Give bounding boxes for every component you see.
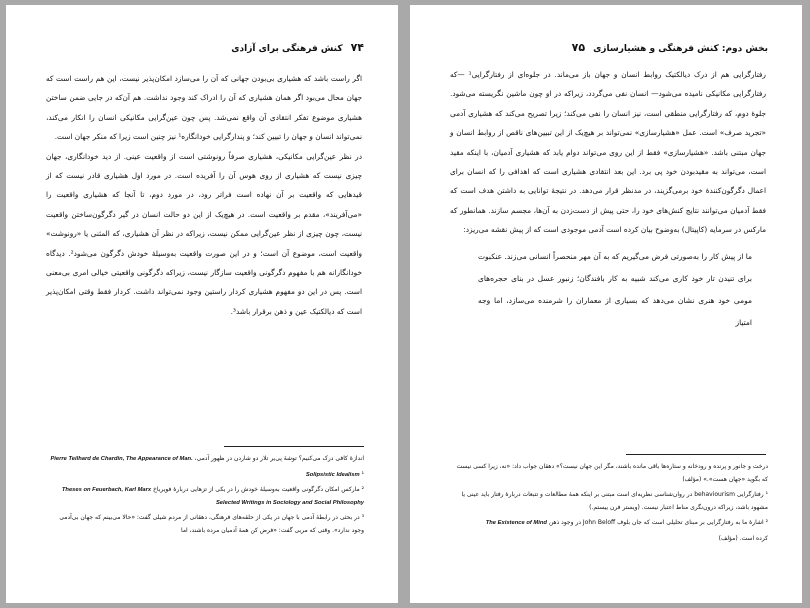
footnotes — [450, 461, 768, 548]
footnote-divider — [224, 446, 364, 447]
footnote: درخت و جانور و پرنده و رودخانه و ستاره‌ها باقی مانده باشند، مگر این جهان نیست؟» دهقان جواب داد: «نه، زیرا کسی نیست که بگوید «جهان هست».» (مؤلف) — [456, 463, 768, 483]
page-number: ۷۴ — [350, 41, 364, 54]
body-text — [450, 65, 766, 334]
footnote: اندازهٔ کافی درک می‌کنیم؟ توشهٔ پی‌یر تلار دو شاردن در ظهور آدمی، Pierre Teilhard de Chardin, The Appearance of Man. — [50, 455, 364, 462]
running-head-title: بخش دوم: کنش فرهنگی و هشیارسازی — [593, 44, 768, 54]
block-quote: ما از پیش کار را به‌صورتی فرض می‌گیریم که به آن مهر منحصراً انسانی می‌زند. عنکبوت برای تنیدن تار خود کاری می‌کند شبیه به کار بافندگان؛ زنبور عسل در بنای حجره‌های مومی خود هنری نشان می‌دهد که بسیاری از معماران را شرمنده می‌سازد، اما وجه امتیاز — [478, 251, 752, 327]
paragraph: اگر راست باشد که هشیاری بی‌بودن جهانی که آن را می‌سازد امکان‌پذیر نیست، این هم راست است که جهان محال می‌بود اگر همان هشیاری که آن را ادراک کند وجود نداشت. هم آن‌که در جایی ضمن ساختن هشیاری موضوع تفکر انتقادی آن واقع نمی‌شد. پس چون عین‌گرایی مکانیکی انسان را انکار می‌کند، نمی‌تواند انسان و جهان را تبیین کند؛ و پندارگرایی خودانگاره¹ نیز چنین است زیرا که منکر جهان است. — [46, 74, 362, 142]
running-head — [6, 41, 398, 55]
paragraph: رفتارگرایی هم از درک دیالکتیک روابط انسان و جهان باز می‌ماند. در جلوه‌ای از رفتارگرایی¹ —که رفتارگرایی مکانیکی نامیده می‌شود— انسان نفی می‌گردد، زیراکه در او چون ماشین نگریسته می‌شود. جلوهٔ دوم، که رفتارگرایی منطقی است، نیز انسان را نفی می‌کند؛ زیرا تصریح می‌کند که هشیاری آدمی «تجرید صرف» است. عمل «هشیارسازی» نمی‌تواند بر هیچ‌یک از این تبیین‌های ناقص از روابط انسان و جهان مبتنی باشد. «هشیارسازی» فقط از این روی می‌تواند دوام یابد که هشیاری آدمیان، با اینکه مقید است، می‌تواند به مقیدبودن خود پی برد. این بعد انتقادی هشیاری است که اهدافی را که انسان برای اعمال دگرگون‌کنندهٔ خود برمی‌گزیند، در مدنظر قرار می‌دهد. در نتیجهٔ توانایی به داشتن هدف است که فقط آدمیان می‌توانند نتایج کنش‌های خود را، حتی پیش از دست‌زدن به آن‌ها، مجسم سازند. همانطور که مارکس در سرمایه (کاپیتال) به‌وضوح بیان کرده است آدمی موجودی است که از پیش نقشه می‌ریزد: — [450, 70, 766, 235]
footnotes — [46, 453, 364, 540]
footnote: ¹ Solipsistic Idealism — [305, 470, 364, 478]
paragraph: در نظر عین‌گرایی مکانیکی، هشیاری صرفاً رونوشتی است از واقعیت عینی. از دید خودانگاری، جهان چیزی نیست که هشیاری از روی هوس آن را آفریده است. در مورد اول هشیاری قادر نیست که از قیدهایی که واقعیت بر آن نهاده است فراتر رود، در مورد دوم، تا آنجا که هشیاری واقعیت را «می‌آفریند»، مقدم بر واقعیت است. در هیچ‌یک از این دو حالت انسان در گیر دگرگون‌ساختن واقعیت نیست، چون چیزی از نظر عین‌گرایی ممکن نیست، زیراکه در نظر آن هشیاری، که المثنی یا «رونوشت» واقعیت است، موضوع آن است؛ و در این صورت واقعیت به‌وسیلهٔ خودش دگرگون می‌شود². دیدگاه خودانگارانه هم با مفهوم دگرگونی واقعیت سازگار نیست، زیراکه دگرگونی واقعیتی خیالی امری بی‌معنی است. پس در این دو مفهوم هشیاری کردار راستین وجود نمی‌تواند داشت. کردار فقط وقتی امکان‌پذیر است که دیالکتیک عین و ذهن برقرار باشد³. — [46, 151, 362, 316]
page-number: ۷۵ — [571, 41, 586, 54]
footnote: ² اشارهٔ ما به رفتارگرایی بر مبنای تحلیلی است که جان بلوف John Beloff در وجود ذهن The Existence of Mind — [485, 519, 768, 526]
running-head — [410, 41, 802, 55]
footnote: ¹ رفتارگرایی behaviourism در روان‌شناسی نظریه‌ای است مبتنی بر اینکه همهٔ مطالعات و تتبعات دربارهٔ رفتار باید عینی یا مشهود باشد، زیراکه درون‌نگری مناط اعتبار نیست. (ویستر فرن ییستم.) — [461, 491, 768, 511]
left-page — [6, 5, 398, 603]
footnote-divider — [626, 454, 766, 455]
body-text — [46, 69, 362, 321]
footnote: ³ در بحثی در رابطهٔ آدمی با جهان در یکی از حلقه‌های فرهنگی، دهقانی از مردم شیلی گفت: «حالا می‌بینم که جهان بی‌آدمی وجود ندارد». وقتی که مربی گفت: «فرض کن همهٔ آدمیان مرده باشند، اما — [59, 514, 364, 534]
footnote: کرده است. (مؤلف) — [718, 534, 768, 542]
right-page — [410, 5, 802, 603]
running-head-title: کنش فرهنگی برای آزادی — [231, 44, 343, 54]
footnote: ² مارکس امکان دگرگونی واقعیت به‌وسیلهٔ خودش را در یکی از تزهایی دربارهٔ فویرباخ Theses on Feuerbach, Karl Marx Selected Writings in Sociology and Social Philosophy — [61, 486, 364, 506]
